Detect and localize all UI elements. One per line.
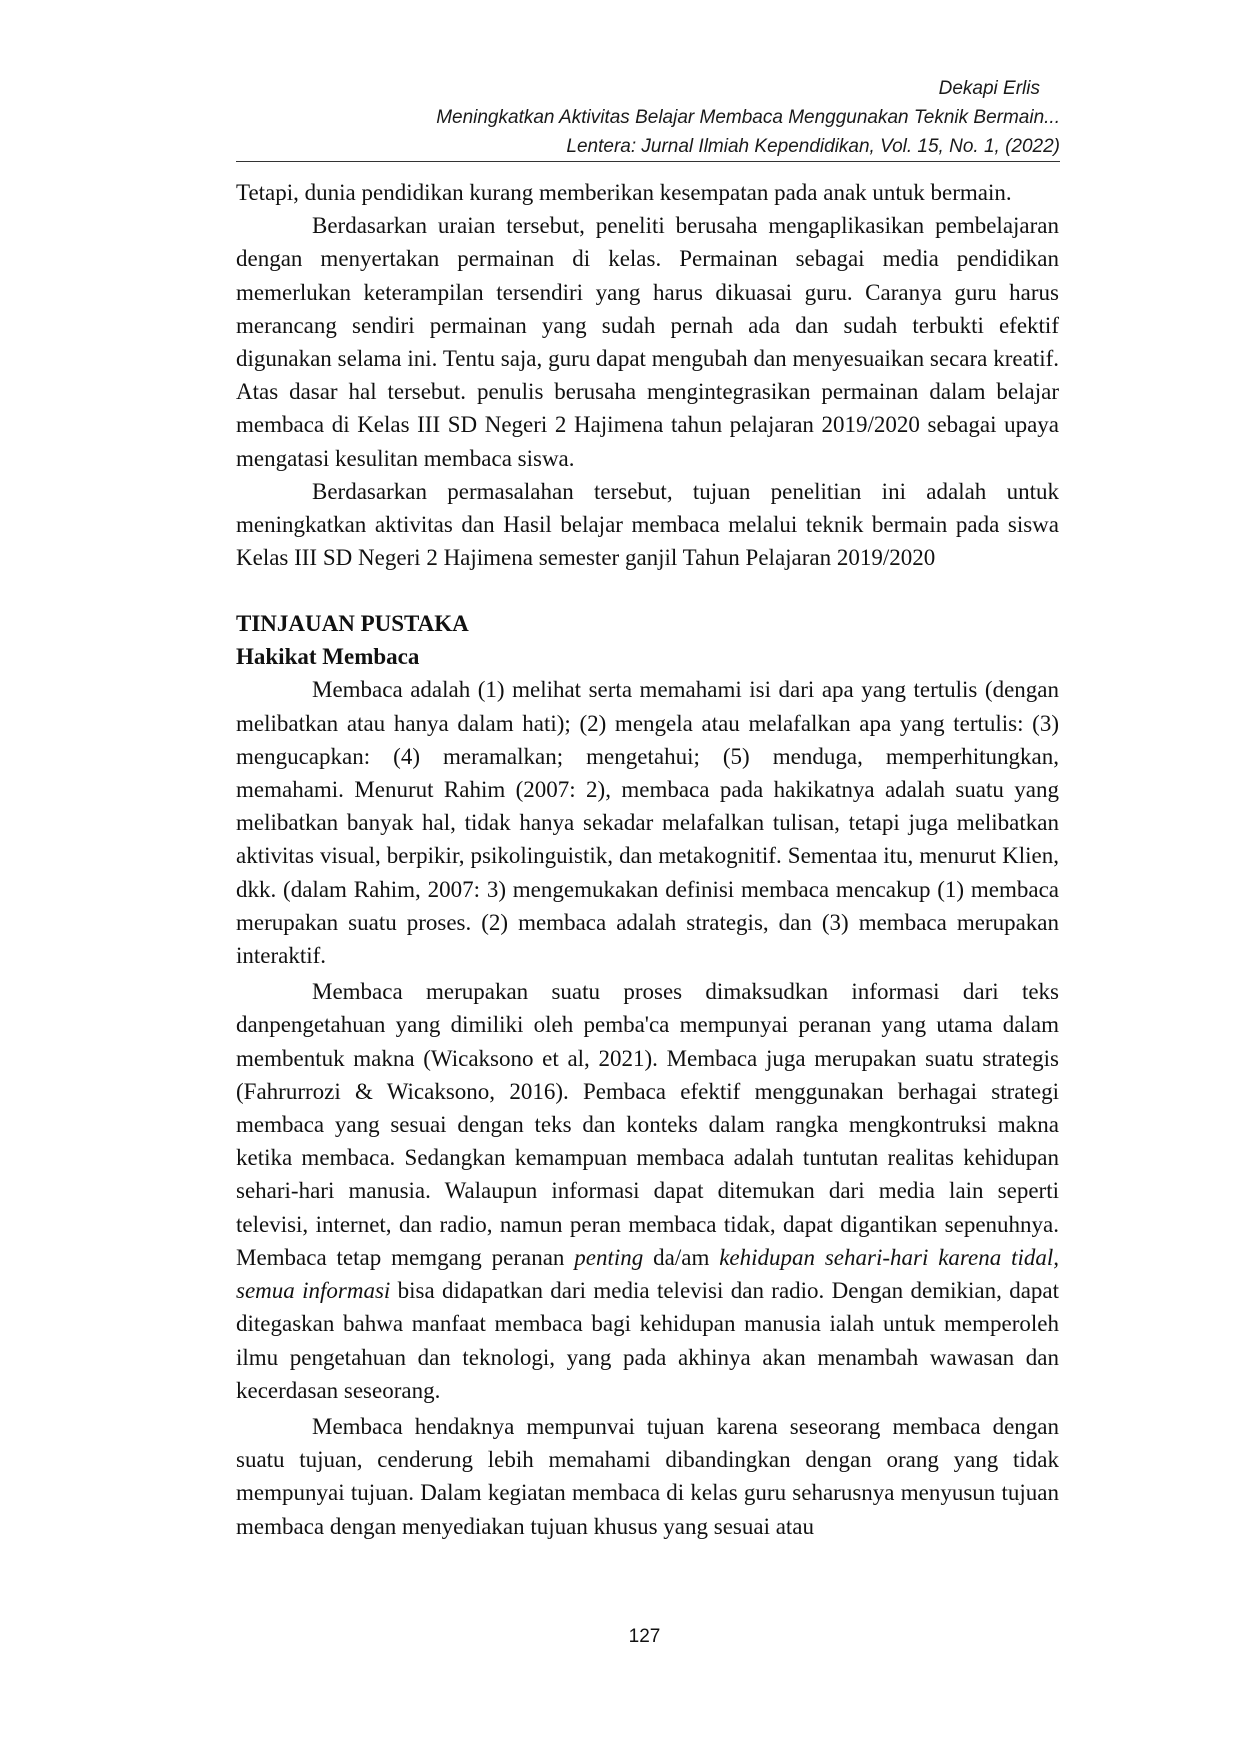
paragraph: Berdasarkan uraian tersebut, peneliti berusaha mengaplikasikan pembelajaran dengan menyertakan permainan di kelas. Permainan sebagai media pendidikan memerlukan keterampilan tersendiri yang harus dikuasai guru. Caranya guru harus merancang sendiri permainan yang sudah pernah ada dan sudah terbukti efektif digunakan selama ini. Tentu saja, guru dapat mengubah dan menyesuaikan secara kreatif. Atas dasar hal tersebut. penulis berusaha mengintegrasikan permainan dalam belajar membaca di Kelas III SD Negeri 2 Hajimena tahun pelajaran 2019/2020 sebagai upaya mengatasi kesulitan membaca siswa. (236, 213, 1059, 471)
italic-text: penting (574, 1244, 644, 1270)
paragraph-text: bisa didapatkan dari media televisi dan radio. Dengan demikian, dapat ditegaskan bahwa manfaat membaca bagi kehidupan manusia ialah untuk memperoleh ilmu pengetahuan dan teknologi, yang pada akhinya akan menambah wawasan dan kecerdasan seseorang. (236, 1278, 1060, 1403)
paragraph: Membaca adalah (1) melihat serta memahami isi dari apa yang tertulis (dengan melibatkan atau hanya dalam hati); (2) mengela atau melafalkan apa yang tertulis: (3) mengucapkan: (4) meramalkan; mengetahui; (5) menduga, memperhitungkan, memahami. Menurut Rahim (2007: 2), membaca pada hakikatnya adalah suatu yang melibatkan banyak hal, tidak hanya sekadar melafalkan tulisan, tetapi juga melibatkan aktivitas visual, berpikir, psikolinguistik, dan metakognitif. Sementaa itu, menurut Klien, dkk. (dalam Rahim, 2007: 3) mengemukakan definisi membaca mencakup (1) membaca merupakan suatu proses. (2) membaca adalah strategis, dan (3) membaca merupakan interaktif. (236, 677, 1059, 969)
paragraph-text: Membaca merupakan suatu proses dimaksudkan informasi dari teks danpengetahuan yang dimiliki oleh pemba'ca mempunyai peranan yang utama dalam membentuk makna (Wicaksono et al, 2021). Membaca juga merupakan suatu strategis (Fahrurrozi & Wicaksono, 2016). Pembaca efektif menggunakan berhagai strategi membaca yang sesuai dengan teks dan konteks dalam rangka mengkontruksi makna ketika membaca. Sedangkan kemampuan membaca adalah tuntutan realitas kehidupan sehari-hari manusia. Walaupun informasi dapat ditemukan dari media lain seperti televisi, internet, dan radio, namun peran membaca tidak, dapat digantikan sepenuhnya. Membaca tetap memgang peranan (236, 979, 1059, 1270)
running-header (236, 74, 1060, 161)
paragraph (236, 975, 1059, 1407)
paragraph: Berdasarkan permasalahan tersebut, tujuan penelitian ini adalah untuk meningkatkan aktivitas dan Hasil belajar membaca melalui teknik bermain pada siswa Kelas III SD Negeri 2 Hajimena semester ganjil Tahun Pelajaran 2019/2020 (236, 478, 1059, 571)
paragraph-text: da/am (643, 1244, 720, 1270)
section-heading: TINJAUAN PUSTAKA (236, 611, 469, 637)
header-author: Dekapi Erlis (938, 78, 1040, 99)
header-article-title: Meningkatkan Aktivitas Belajar Membaca Menggunakan Teknik Bermain... (436, 107, 1060, 128)
page-number: 127 (628, 1626, 661, 1647)
paragraph: Tetapi, dunia pendidikan kurang memberikan kesempatan pada anak untuk bermain. (236, 180, 1012, 205)
paragraph: Membaca hendaknya mempunvai tujuan karena seseorang membaca dengan suatu tujuan, cenderung lebih memahami dibandingkan dengan orang yang tidak mempunyai tujuan. Dalam kegiatan membaca di kelas guru seharusnya menyusun tujuan membaca dengan menyediakan tujuan khusus yang sesuai atau (236, 1413, 1059, 1539)
subsection-heading: Hakikat Membaca (236, 644, 420, 670)
italic-text: kehidupan sehari-hari karena tidal, semua informasi (236, 1244, 1059, 1304)
header-journal: Lentera: Jurnal Ilmiah Kependidikan, Vol. 15, No. 1, (2022) (566, 136, 1060, 157)
article-body (236, 176, 1059, 1543)
header-rule (236, 161, 1060, 162)
